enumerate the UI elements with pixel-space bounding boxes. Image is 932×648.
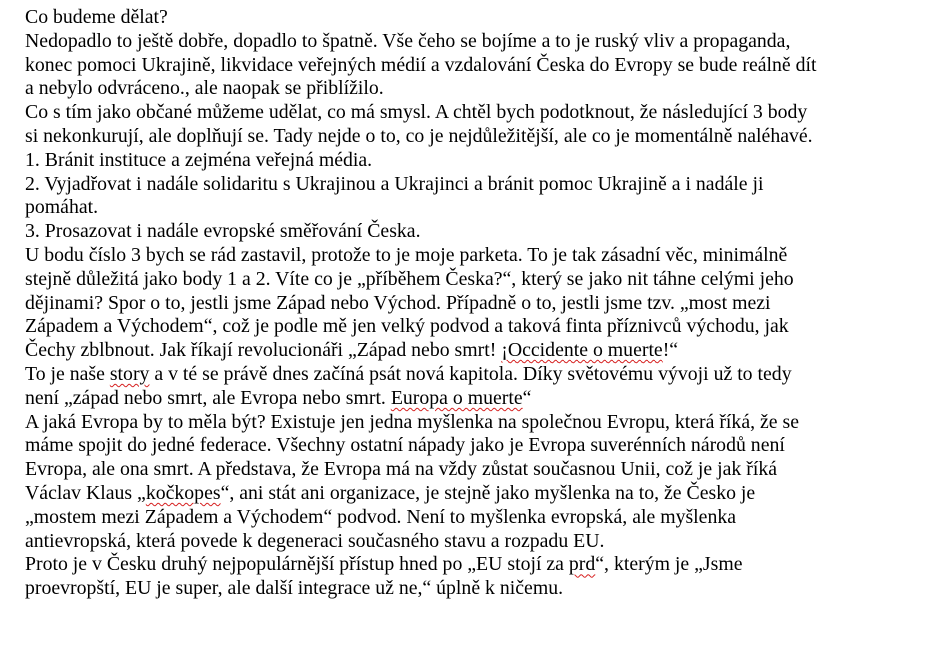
text-line: antievropská, která povede k degeneraci současného stavu a rozpadu EU.: [25, 529, 605, 552]
text-line: [25, 339, 925, 363]
text-line: [25, 387, 925, 411]
list-item-2-cont: pomáhat.: [25, 196, 99, 219]
text-run: Proto je v Česku druhý nejpopulárnější přístup hned po „EU stojí za: [25, 553, 569, 576]
text-line: A jaká Evropa by to měla být? Existuje jen jedna myšlenka na společnou Evropu, která říká, že se: [25, 410, 799, 433]
text-run: “, kterým je „Jsme: [595, 553, 743, 576]
spellcheck-flagged-word[interactable]: prd: [568, 553, 596, 576]
text-run: a v té se právě dnes začíná psát nová kapitola. Díky světovému vývoji už to tedy: [149, 362, 792, 385]
text-line: [25, 363, 925, 387]
text-line: a nebylo odvráceno., ale naopak se přiblížilo.: [25, 77, 384, 100]
text-line: si nekonkurují, ale doplňují se. Tady nejde o to, co je nejdůležitější, ale co je momentálně naléhavé.: [25, 124, 813, 147]
text-line: konec pomoci Ukrajině, likvidace veřejných médií a vzdalování Česka do Evropy se bude reálně dít: [25, 53, 817, 76]
text-line: stejně důležitá jako body 1 a 2. Víte co je „příběhem Česka?“, který se jako nit táhne celými jeho: [25, 267, 794, 290]
spellcheck-flagged-word[interactable]: kočkopes: [145, 481, 221, 504]
text-run: “: [522, 386, 532, 409]
text-line: Evropa, ale ona smrt. A představa, že Evropa má na vždy zůstat současnou Unii, což je jak říká: [25, 458, 777, 481]
text-run: Čechy zblbnout. Jak říkají revolucionáři „Západ nebo smrt!: [25, 339, 502, 362]
text-line: Západem a Východem“, což je podle mě jen velký podvod a taková finta příznivců východu, jak: [25, 315, 789, 338]
spellcheck-flagged-word[interactable]: ¡Occidente o muerte: [501, 339, 663, 362]
text-line: proevropští, EU je super, ale další integrace už ne,“ úplně k ničemu.: [25, 577, 564, 600]
text-run: To je naše: [25, 362, 110, 385]
text-line: Co budeme dělat?: [25, 6, 168, 28]
text-line: [25, 482, 925, 506]
text-line: dějinami? Spor o to, jestli jsme Západ nebo Východ. Případně o to, jestli jsme tzv. „most mezi: [25, 291, 771, 314]
text-run: není „západ nebo smrt, ale Evropa nebo smrt.: [25, 386, 391, 409]
text-line: U bodu číslo 3 bych se rád zastavil, protože to je moje parketa. To je tak zásadní věc, minimálně: [25, 243, 788, 266]
text-run: Václav Klaus „: [25, 481, 146, 504]
document-body: [25, 6, 925, 601]
text-line: Nedopadlo to ještě dobře, dopadlo to špatně. Vše čeho se bojíme a to je ruský vliv a propaganda,: [25, 29, 791, 52]
list-item-2: 2. Vyjadřovat i nadále solidaritu s Ukrajinou a Ukrajinci a bránit pomoc Ukrajině a i nadále ji: [25, 172, 764, 195]
text-run: “, ani stát ani organizace, je stejně jako myšlenka na to, že Česko je: [220, 481, 756, 504]
text-line: Co s tím jako občané můžeme udělat, co má smysl. A chtěl bych podotknout, že následující 3 body: [25, 101, 808, 124]
spellcheck-flagged-word[interactable]: Europa o muerte: [390, 386, 523, 409]
list-item-3: 3. Prosazovat i nadále evropské směřování Česka.: [25, 220, 421, 243]
text-line: „mostem mezi Západem a Východem“ podvod. Není to myšlenka evropská, ale myšlenka: [25, 505, 737, 528]
text-line: [25, 553, 925, 577]
text-line: máme spojit do jedné federace. Všechny ostatní nápady jako je Evropa suverénních národů není: [25, 434, 785, 457]
text-run: !“: [662, 339, 679, 362]
list-item-1: 1. Bránit instituce a zejména veřejná média.: [25, 148, 373, 171]
spellcheck-flagged-word[interactable]: story: [109, 362, 150, 385]
